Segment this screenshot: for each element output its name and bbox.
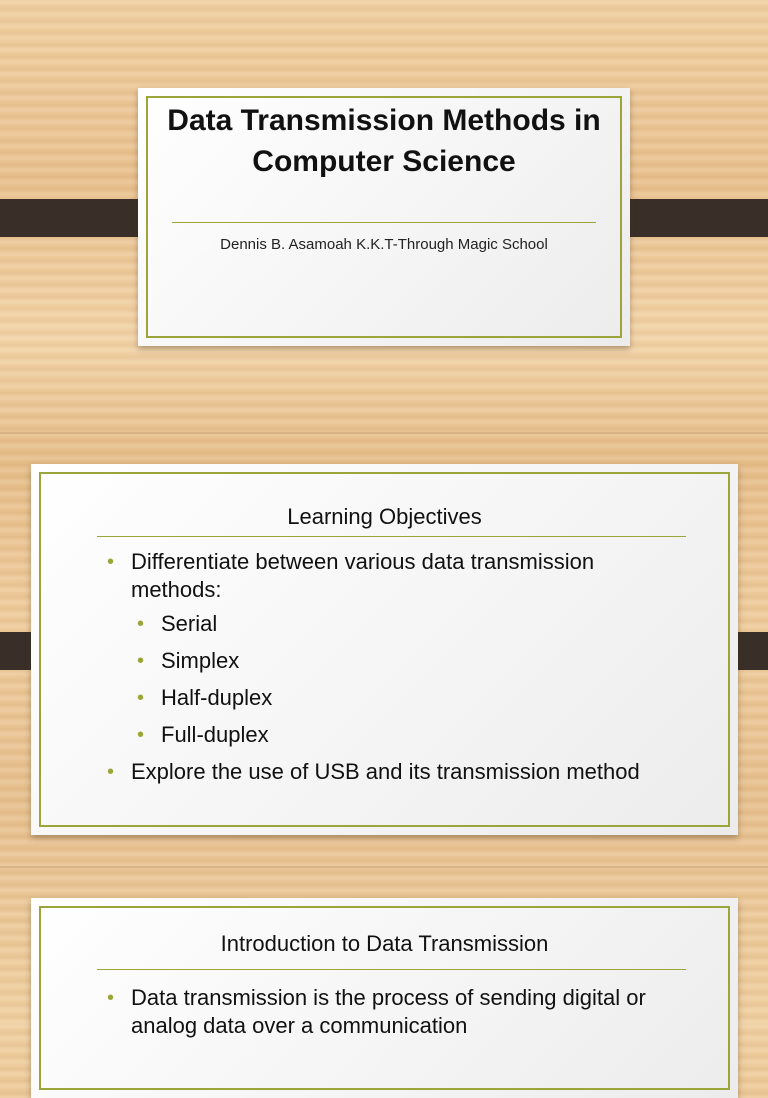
objectives-slide[interactable] — [31, 464, 738, 835]
introduction-slide[interactable] — [31, 898, 738, 1098]
slide-frame — [146, 96, 622, 338]
presentation-subtitle: Dennis B. Asamoah K.K.T-Through Magic School — [220, 236, 548, 253]
slide-tab-left — [0, 199, 156, 237]
list-item: • Simplex — [137, 648, 240, 673]
bullet-list — [107, 984, 688, 1040]
sub-bullet-text: Serial — [161, 611, 218, 636]
list-item: • Half-duplex — [137, 685, 273, 710]
bullet-text: Data transmission is the process of sending digital or analog data over a communication — [131, 985, 646, 1038]
slide-heading: Introduction to Data Transmission — [220, 931, 549, 956]
heading-rule — [97, 536, 686, 537]
sub-bullet-text: Full-duplex — [161, 722, 269, 747]
heading-rule — [97, 969, 686, 970]
presentation-title: Data Transmission Methods in Computer Science — [167, 104, 601, 178]
sub-bullet-list — [131, 610, 688, 749]
list-item: • Differentiate between various data transmission methods: • Serial • Simplex • Half-duplex • Full-duplex — [107, 548, 688, 749]
slide-heading: Learning Objectives — [287, 504, 482, 529]
bullet-text: Differentiate between various data transmission methods: — [131, 549, 595, 602]
slide-frame — [39, 472, 730, 827]
title-rule — [172, 222, 596, 223]
sub-bullet-text: Simplex — [161, 648, 240, 673]
list-item: • Serial — [137, 611, 218, 636]
title-slide[interactable] — [138, 88, 630, 346]
list-item: • Full-duplex — [137, 722, 269, 747]
list-item: • Explore the use of USB and its transmission method — [107, 759, 640, 784]
bullet-text: Explore the use of USB and its transmission method — [131, 759, 640, 784]
slide-frame — [39, 906, 730, 1090]
slide-tab-right — [612, 199, 768, 237]
sub-bullet-text: Half-duplex — [161, 685, 273, 710]
list-item: • Data transmission is the process of sending digital or analog data over a communication — [107, 985, 646, 1038]
bullet-list — [107, 548, 688, 786]
